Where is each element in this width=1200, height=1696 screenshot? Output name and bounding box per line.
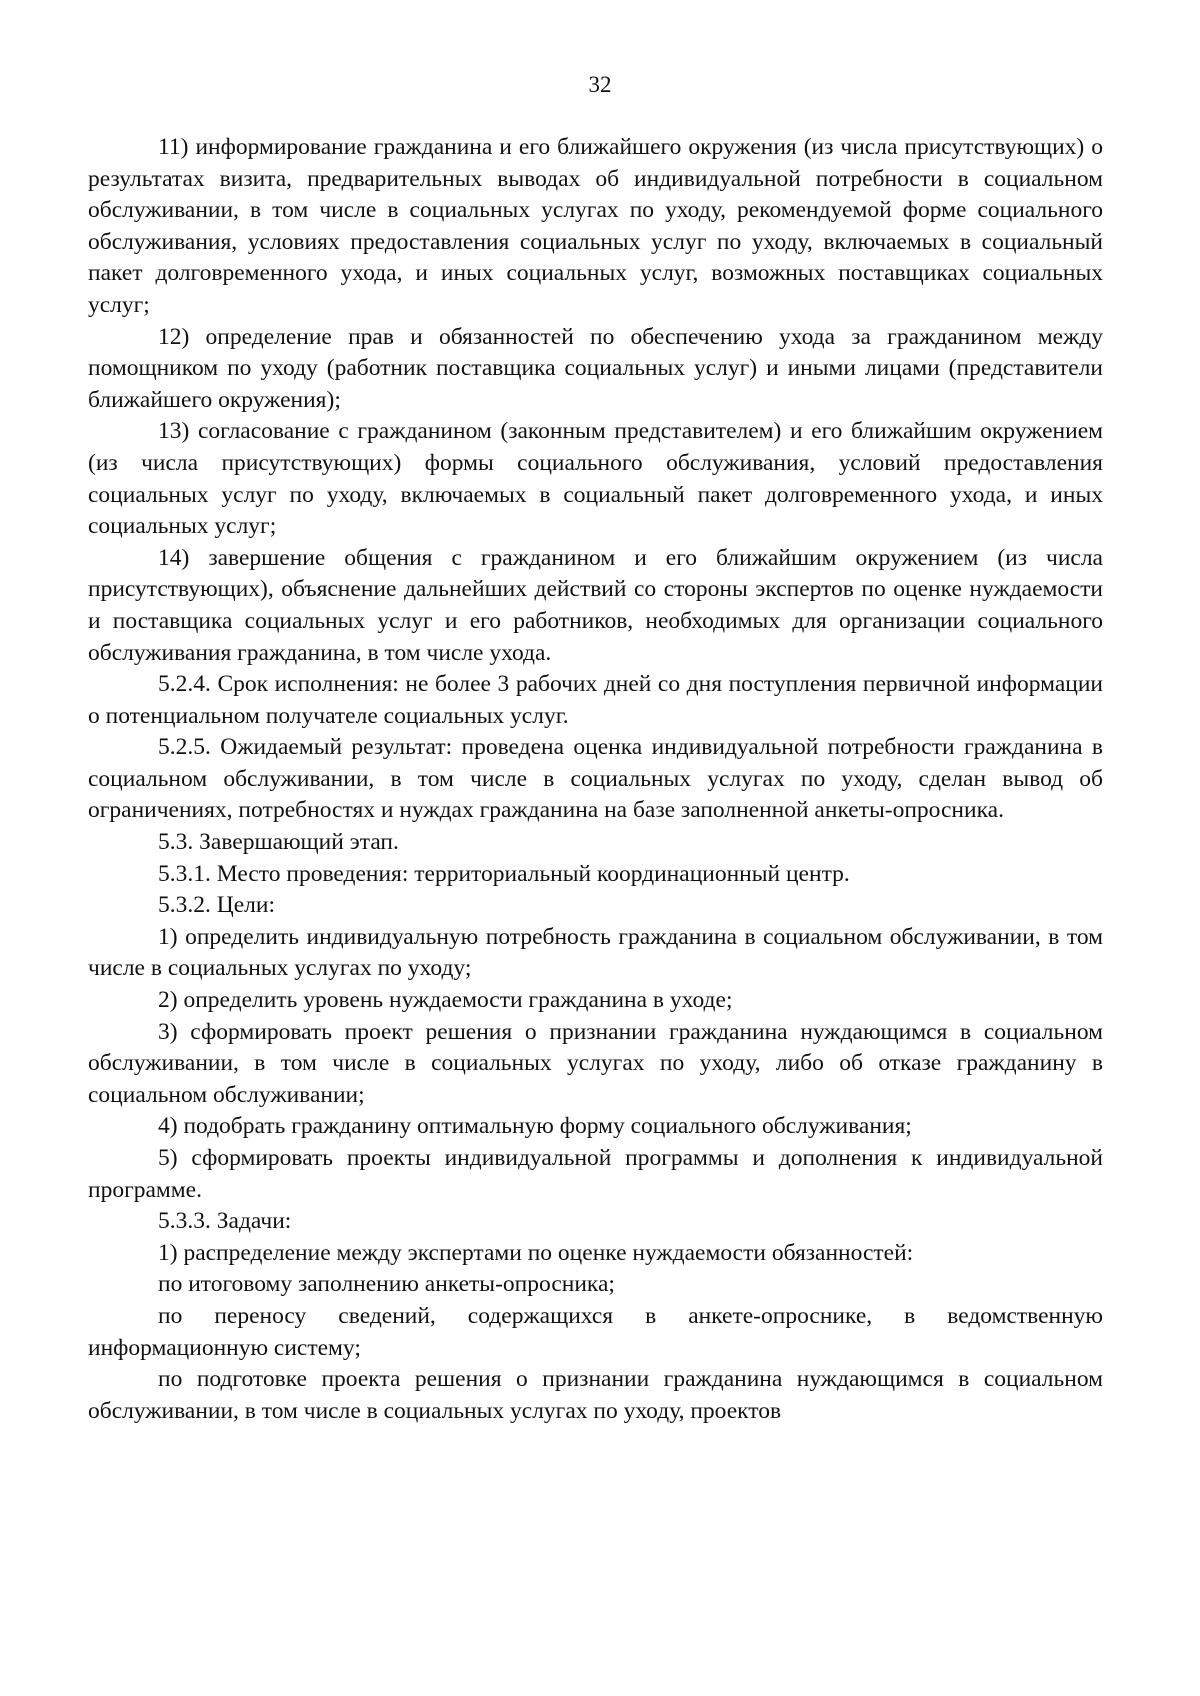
paragraph-goal-2: 2) определить уровень нуждаемости гражданина в уходе; bbox=[158, 987, 733, 1014]
paragraph-5-3-3: 5.3.3. Задачи: bbox=[158, 1208, 292, 1235]
paragraph-task-decision: по подготовке проекта решения о признании гражданина нуждающимся в социальном обслуживании, в том числе в социальных услугах по уходу, проектов bbox=[88, 1366, 1103, 1424]
paragraph-5-2-4: 5.2.4. Срок исполнения: не более 3 рабочих дней со дня поступления первичной информации о потенциальном получателе социальных услуг. bbox=[88, 671, 1103, 729]
paragraph-5-3: 5.3. Завершающий этап. bbox=[158, 829, 399, 856]
paragraph-goal-3: 3) сформировать проект решения о признании гражданина нуждающимся в социальном обслуживании, в том числе в социальных услугах по уходу, либо об отказе гражданину в социальном обслуживании; bbox=[88, 1018, 1103, 1108]
document-body bbox=[88, 132, 1103, 1427]
paragraph-goal-5: 5) сформировать проекты индивидуальной программы и дополнения к индивидуальной программе. bbox=[88, 1145, 1103, 1203]
paragraph-task-1: 1) распределение между экспертами по оценке нуждаемости обязанностей: bbox=[158, 1239, 914, 1266]
paragraph-task-transfer: по переносу сведений, содержащихся в анкете-опроснике, в ведомственную информационную систему; bbox=[88, 1302, 1103, 1361]
paragraph-goal-4: 4) подобрать гражданину оптимальную форму социального обслуживания; bbox=[158, 1113, 912, 1140]
paragraph-goal-1: 1) определить индивидуальную потребность гражданина в социальном обслуживании, в том числе в социальных услугах по уходу; bbox=[88, 923, 1103, 982]
paragraph-item-13: 13) согласование с гражданином (законным представителем) и его ближайшим окружением (из числа присутствующих) формы социального обслуживания, условий предоставления социальных услуг по уходу, включаемых в социальный пакет долговременного ухода, и иных социальных услуг; bbox=[88, 418, 1103, 540]
paragraph-5-3-2: 5.3.2. Цели: bbox=[158, 892, 275, 919]
paragraph-5-3-1: 5.3.1. Место проведения: территориальный координационный центр. bbox=[158, 860, 850, 887]
paragraph-5-2-5: 5.2.5. Ожидаемый результат: проведена оценка индивидуальной потребности гражданина в социальном обслуживании, в том числе в социальных услугах по уходу, сделан вывод об ограничениях, потребностях и нуждах гражданина на базе заполненной анкеты-опросника. bbox=[88, 734, 1103, 824]
paragraph-item-12: 12) определение прав и обязанностей по обеспечению ухода за гражданином между помощником по уходу (работник поставщика социальных услуг) и иными лицами (представители ближайшего окружения); bbox=[88, 323, 1103, 413]
paragraph-item-11: 11) информирование гражданина и его ближайшего окружения (из числа присутствующих) о результатах визита, предварительных выводах об индивидуальной потребности в социальном обслуживании, в том числе в социальных услугах по уходу, рекомендуемой форме социального обслуживания, условиях предоставления социальных услуг по уходу, включаемых в социальный пакет долговременного ухода, и иных социальных услуг, возможных поставщиках социальных услуг; bbox=[88, 134, 1103, 318]
paragraph-task-questionnaire: по итоговому заполнению анкеты-опросника; bbox=[158, 1271, 615, 1298]
paragraph-item-14: 14) завершение общения с гражданином и его ближайшим окружением (из числа присутствующих), объяснение дальнейших действий со стороны экспертов по оценке нуждаемости и поставщика социальных услуг и его работников, необходимых для организации социального обслуживания гражданина, в том числе ухода. bbox=[88, 544, 1103, 666]
page-number: 32 bbox=[588, 72, 612, 97]
